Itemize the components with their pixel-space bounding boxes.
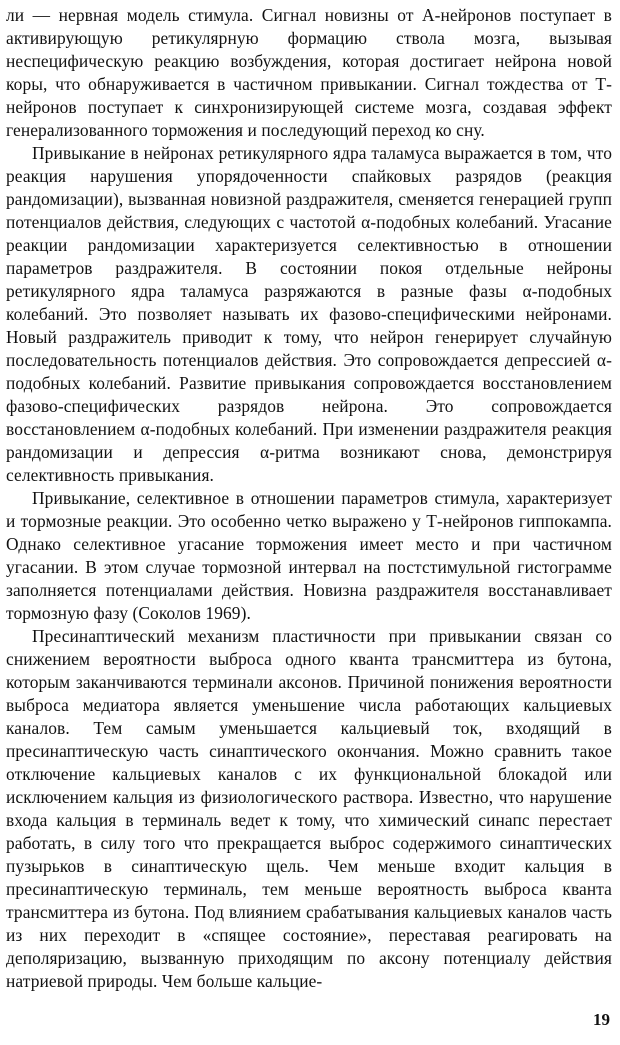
paragraph-thalamus: Привыкание в нейронах ретикулярного ядра таламуса выражается в том, что реакция нарушения упорядоченности спайковых разрядов (реакция рандомизации), вызванная новизной раздражителя, сменяется генерацией групп потенциалов действия, следующих с частотой α-подобных колебаний. Угасание реакции рандомизации характеризуется селективностью в отношении параметров раздражителя. В состоянии покоя отдельные нейроны ретикулярного ядра таламуса разряжаются в разные фазы α-подобных колебаний. Это позволяет называть их фазово-специфическими нейронами. Новый раздражитель приводит к тому, что нейрон генерирует случайную последовательность потенциалов действия. Это сопровождается депрессией α-подобных колебаний. Развитие привыкания сопровождается восстановлением фазово-специфических разрядов нейрона. Это сопровождается восстановлением α-подобных колебаний. При изменении раздражителя реакция рандомизации и депрессия α-ритма возникают снова, демонстрируя селективность привыкания. <box>6 143 612 485</box>
paragraph-continuation: ли — нервная модель стимула. Сигнал новизны от А-нейронов поступает в активирующую ретикулярную формацию ствола мозга, вызывая неспецифическую реакцию возбуждения, которая достигает нейрона новой коры, что обнаруживается в частичном привыкании. Сигнал тождества от Т-нейронов поступает к синхронизирующей системе мозга, создавая эффект генерализованного торможения и последующий переход ко сну. <box>6 5 612 140</box>
page-number: 19 <box>593 1010 610 1029</box>
paragraph-hippocampus: Привыкание, селективное в отношении параметров стимула, характеризует и тормозные реакции. Это особенно четко выражено у Т-нейронов гиппокампа. Однако селективное угасание торможения имеет место и при частичном угасании. В этом случае тормозной интервал на постстимульной гистограмме заполняется потенциалами действия. Новизна раздражителя восстанавливает тормозную фазу (Соколов 1969). <box>6 488 612 623</box>
paragraph-presynaptic: Пресинаптический механизм пластичности при привыкании связан со снижением вероятности выброса одного кванта трансмиттера из бутона, которым заканчиваются терминали аксонов. Причиной понижения вероятности выброса медиатора является уменьшение числа работающих кальциевых каналов. Тем самым уменьшается кальциевый ток, входящий в пресинаптическую часть синаптического окончания. Можно сравнить такое отключение кальциевых каналов с их функциональной блокадой или исключением кальция из физиологического раствора. Известно, что нарушение входа кальция в терминаль ведет к тому, что химический синапс перестает работать, в силу того что прекращается выброс содержимого синаптических пузырьков в синаптическую щель. Чем меньше входит кальция в пресинаптическую терминаль, тем меньше вероятность выброса кванта трансмиттера из бутона. Под влиянием срабатывания кальциевых каналов часть из них переходит в «спящее состояние», переставая реагировать на деполяризацию, вызванную приходящим по аксону потенциалу действия натриевой природы. Чем больше кальцие- <box>6 626 612 991</box>
body-text <box>6 4 612 993</box>
